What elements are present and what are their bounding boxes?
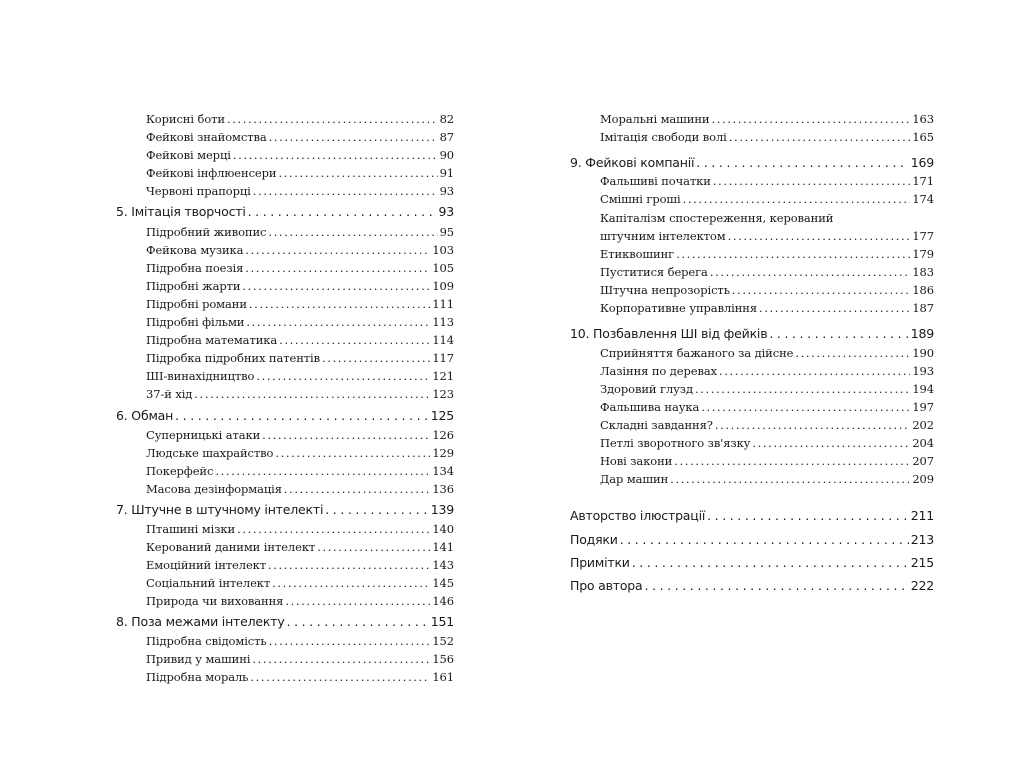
toc-section-row (146, 261, 454, 275)
toc-chapter-row (570, 508, 934, 523)
toc-entry-title: Підробні жарти (146, 279, 241, 293)
toc-page-number: 171 (912, 174, 934, 188)
toc-dot-leader (701, 400, 910, 414)
toc-entry-title: Про автора (570, 578, 643, 593)
toc-section-row (600, 130, 934, 144)
toc-dot-leader (683, 192, 911, 206)
toc-page-number: 123 (432, 387, 454, 401)
toc-entry-title: Дар машин (600, 472, 669, 486)
toc-entry-title: Фейкові мерці (146, 148, 231, 162)
toc-entry-title: 7. Штучне в штучному інтелекті (116, 502, 324, 517)
toc-page-number: 126 (432, 428, 454, 442)
toc-entry-title: ШІ-винахідництво (146, 369, 255, 383)
toc-entry-title: Підробна поезія (146, 261, 244, 275)
toc-section-row (146, 652, 454, 666)
toc-page-number: 134 (432, 464, 454, 478)
toc-dot-leader (759, 301, 910, 315)
toc-entry-title: Підробна математика (146, 333, 278, 347)
toc-page-number: 186 (912, 283, 934, 297)
toc-section-row (600, 112, 934, 126)
toc-entry-title: 37-й хід (146, 387, 193, 401)
toc-section-row (146, 225, 454, 239)
toc-entry-title: Людське шахрайство (146, 446, 274, 460)
toc-page-number: 190 (912, 346, 934, 360)
toc-page-number: 141 (432, 540, 454, 554)
toc-entry-title: Сприйняття бажаного за дійсне (600, 346, 794, 360)
toc-dot-leader (285, 594, 430, 608)
toc-dot-leader (713, 174, 911, 188)
toc-dot-leader (696, 155, 908, 170)
toc-page-number: 93 (438, 204, 454, 219)
toc-chapter-row (116, 502, 454, 517)
toc-page-number: 125 (430, 408, 454, 423)
toc-page-number: 209 (912, 472, 934, 486)
toc-dot-leader (284, 482, 430, 496)
toc-entry-title: Керований даними інтелект (146, 540, 316, 554)
toc-section-row (146, 351, 454, 365)
toc-page-number: 213 (910, 532, 934, 547)
toc-dot-leader (676, 247, 910, 261)
toc-section-row (600, 247, 934, 261)
toc-dot-leader (252, 652, 430, 666)
toc-dot-leader (237, 522, 430, 536)
toc-page-number: 202 (912, 418, 934, 432)
toc-page-number: 169 (910, 155, 934, 170)
toc-entry-title: Емоційний інтелект (146, 558, 267, 572)
toc-dot-leader (317, 540, 430, 554)
toc-section-row (146, 446, 454, 460)
toc-dot-leader (719, 364, 910, 378)
toc-section-row (146, 130, 454, 144)
toc-section-row (600, 418, 934, 432)
toc-dot-leader (249, 297, 430, 311)
toc-section-row (146, 184, 454, 198)
toc-dot-leader (732, 283, 910, 297)
toc-entry-title: Фальшиві початки (600, 174, 711, 188)
toc-section-row (600, 346, 934, 360)
toc-page-number: 193 (912, 364, 934, 378)
toc-entry-title: Авторство ілюстрації (570, 508, 706, 523)
toc-dot-leader (278, 166, 437, 180)
toc-page-number: 151 (430, 614, 454, 629)
toc-section-row (146, 558, 454, 572)
toc-entry-title: Червоні прапорці (146, 184, 251, 198)
toc-page-number: 156 (432, 652, 454, 666)
toc-dot-leader (269, 634, 431, 648)
toc-entry-title: 5. Імітація творчості (116, 204, 246, 219)
toc-page-number: 111 (432, 297, 454, 311)
toc-dot-leader (194, 387, 430, 401)
toc-page-number: 204 (912, 436, 934, 450)
toc-section-row (600, 211, 934, 225)
toc-page-number: 143 (432, 558, 454, 572)
toc-dot-leader (632, 555, 909, 570)
toc-entry-title: Петлі зворотного зв'язку (600, 436, 751, 450)
toc-dot-leader (674, 454, 910, 468)
toc-section-row (146, 243, 454, 257)
toc-entry-title: 8. Поза межами інтелекту (116, 614, 285, 629)
toc-page-number: 117 (432, 351, 454, 365)
toc-dot-leader (325, 502, 429, 517)
toc-dot-leader (707, 508, 909, 523)
toc-dot-leader (175, 408, 429, 423)
toc-entry-title: Суперницькі атаки (146, 428, 261, 442)
toc-section-row (146, 387, 454, 401)
toc-page-number: 207 (912, 454, 934, 468)
toc-section-row (146, 540, 454, 554)
toc-section-row (146, 166, 454, 180)
toc-entry-title: Корпоративне управління (600, 301, 758, 315)
toc-entry-title: Смішні гроші (600, 192, 681, 206)
toc-entry-title: Штучна непрозорість (600, 283, 730, 297)
toc-page-number: 95 (439, 225, 454, 239)
toc-dot-leader (250, 670, 430, 684)
toc-entry-title: Фейкова музика (146, 243, 244, 257)
toc-page-number: 105 (432, 261, 454, 275)
toc-dot-leader (795, 346, 910, 360)
toc-dot-leader (695, 382, 910, 396)
toc-entry-title: Масова дезінформація (146, 482, 282, 496)
toc-dot-leader (245, 243, 430, 257)
toc-page-number: 129 (432, 446, 454, 460)
toc-chapter-row (570, 532, 934, 547)
toc-dot-leader (645, 578, 909, 593)
toc-chapter-row (570, 155, 934, 170)
toc-page-number: 103 (432, 243, 454, 257)
toc-dot-leader (246, 315, 430, 329)
toc-entry-title: штучним інтелектом (600, 229, 726, 243)
toc-section-row (600, 192, 934, 206)
toc-chapter-row (116, 614, 454, 629)
toc-entry-title: Підробні романи (146, 297, 247, 311)
toc-entry-title: Підробний живопис (146, 225, 267, 239)
toc-section-row (146, 148, 454, 162)
toc-dot-leader (227, 112, 438, 126)
toc-entry-title: Фейкові знайомства (146, 130, 267, 144)
toc-entry-title: Пуститися берега (600, 265, 708, 279)
toc-page-number: 163 (912, 112, 934, 126)
toc-section-row (600, 472, 934, 486)
toc-entry-title: Природа чи виховання (146, 594, 284, 608)
toc-section-row (600, 382, 934, 396)
toc-page-number: 179 (912, 247, 934, 261)
toc-section-row (600, 364, 934, 378)
toc-dot-leader (728, 229, 911, 243)
toc-dot-leader (253, 184, 438, 198)
toc-entry-title: Імітація свободи волі (600, 130, 727, 144)
toc-chapter-row (570, 578, 934, 593)
toc-dot-leader (710, 265, 911, 279)
toc-section-row (146, 333, 454, 347)
toc-entry-title: Фейкові інфлюенсери (146, 166, 277, 180)
toc-page-number: 187 (912, 301, 934, 315)
toc-dot-leader (729, 130, 911, 144)
toc-page-number: 165 (912, 130, 934, 144)
toc-entry-title: Корисні боти (146, 112, 225, 126)
toc-section-row (600, 229, 934, 243)
toc-entry-title: Покерфейс (146, 464, 214, 478)
toc-section-row (146, 634, 454, 648)
toc-dot-leader (279, 333, 430, 347)
toc-section-row (146, 670, 454, 684)
toc-page-number: 90 (439, 148, 454, 162)
toc-dot-leader (256, 369, 430, 383)
toc-page-number: 146 (432, 594, 454, 608)
toc-page-number: 136 (432, 482, 454, 496)
toc-page-number: 139 (430, 502, 454, 517)
toc-chapter-row (116, 408, 454, 423)
toc-dot-leader (242, 279, 430, 293)
toc-page-number: 121 (432, 369, 454, 383)
toc-dot-leader (620, 532, 909, 547)
toc-chapter-row (570, 555, 934, 570)
toc-page-number: 113 (432, 315, 454, 329)
toc-page-number: 161 (432, 670, 454, 684)
toc-entry-title: Соціальний інтелект (146, 576, 271, 590)
toc-page-number: 211 (910, 508, 934, 523)
toc-page-number: 87 (439, 130, 454, 144)
toc-entry-title: Привид у машині (146, 652, 251, 666)
toc-page-number: 82 (439, 112, 454, 126)
toc-entry-title: Етиквошинг (600, 247, 675, 261)
toc-section-row (146, 297, 454, 311)
toc-page-number: 197 (912, 400, 934, 414)
toc-section-row (600, 174, 934, 188)
toc-page-number: 109 (432, 279, 454, 293)
toc-section-row (146, 576, 454, 590)
toc-entry-title: Лазіння по деревах (600, 364, 717, 378)
toc-entry-title: Подяки (570, 532, 618, 547)
toc-dot-leader (268, 558, 430, 572)
toc-page-number: 145 (432, 576, 454, 590)
toc-dot-leader (248, 204, 437, 219)
toc-entry-title: Нові закони (600, 454, 673, 468)
toc-page-number: 215 (910, 555, 934, 570)
toc-entry-title: Підробна мораль (146, 670, 249, 684)
toc-dot-leader (269, 130, 438, 144)
toc-chapter-row (570, 326, 934, 341)
toc-dot-leader (752, 436, 910, 450)
toc-dot-leader (670, 472, 910, 486)
toc-section-row (600, 454, 934, 468)
toc-section-row (600, 436, 934, 450)
toc-page-number: 91 (439, 166, 454, 180)
toc-chapter-row (116, 204, 454, 219)
toc-section-row (146, 464, 454, 478)
toc-entry-title: Моральні машини (600, 112, 710, 126)
toc-section-row (600, 301, 934, 315)
toc-section-row (146, 428, 454, 442)
toc-page-number: 140 (432, 522, 454, 536)
toc-entry-title: Підробні фільми (146, 315, 245, 329)
toc-dot-leader (215, 464, 430, 478)
toc-dot-leader (769, 326, 908, 341)
toc-page-number: 114 (432, 333, 454, 347)
toc-dot-leader (287, 614, 429, 629)
toc-dot-leader (711, 112, 910, 126)
toc-entry-title: 9. Фейкові компанії (570, 155, 695, 170)
toc-section-row (600, 400, 934, 414)
toc-section-row (146, 112, 454, 126)
toc-dot-leader (233, 148, 438, 162)
toc-dot-leader (268, 225, 437, 239)
toc-section-row (146, 279, 454, 293)
toc-entry-title: Капіталізм спостереження, керований (600, 211, 834, 225)
toc-entry-title: Фальшива наука (600, 400, 700, 414)
toc-entry-title: Примітки (570, 555, 630, 570)
toc-entry-title: 10. Позбавлення ШІ від фейків (570, 326, 768, 341)
toc-dot-leader (322, 351, 430, 365)
toc-dot-leader (245, 261, 430, 275)
toc-page-number: 194 (912, 382, 934, 396)
toc-dot-leader (715, 418, 911, 432)
toc-entry-title: 6. Обман (116, 408, 174, 423)
toc-entry-title: Здоровий глузд (600, 382, 693, 396)
toc-page-number: 174 (912, 192, 934, 206)
toc-dot-leader (262, 428, 430, 442)
toc-page-number: 93 (439, 184, 454, 198)
toc-section-row (146, 594, 454, 608)
toc-page-number: 152 (432, 634, 454, 648)
toc-section-row (600, 283, 934, 297)
toc-page-number: 177 (912, 229, 934, 243)
toc-section-row (146, 315, 454, 329)
toc-dot-leader (272, 576, 430, 590)
toc-section-row (146, 369, 454, 383)
toc-page-number: 189 (910, 326, 934, 341)
toc-entry-title: Складні завдання? (600, 418, 713, 432)
toc-entry-title: Підробка підробних патентів (146, 351, 320, 365)
toc-section-row (146, 522, 454, 536)
toc-section-row (600, 265, 934, 279)
toc-page-number: 222 (910, 578, 934, 593)
toc-entry-title: Підробна свідомість (146, 634, 267, 648)
toc-section-row (146, 482, 454, 496)
toc-dot-leader (275, 446, 430, 460)
toc-page-number: 183 (912, 265, 934, 279)
toc-entry-title: Пташині мізки (146, 522, 236, 536)
